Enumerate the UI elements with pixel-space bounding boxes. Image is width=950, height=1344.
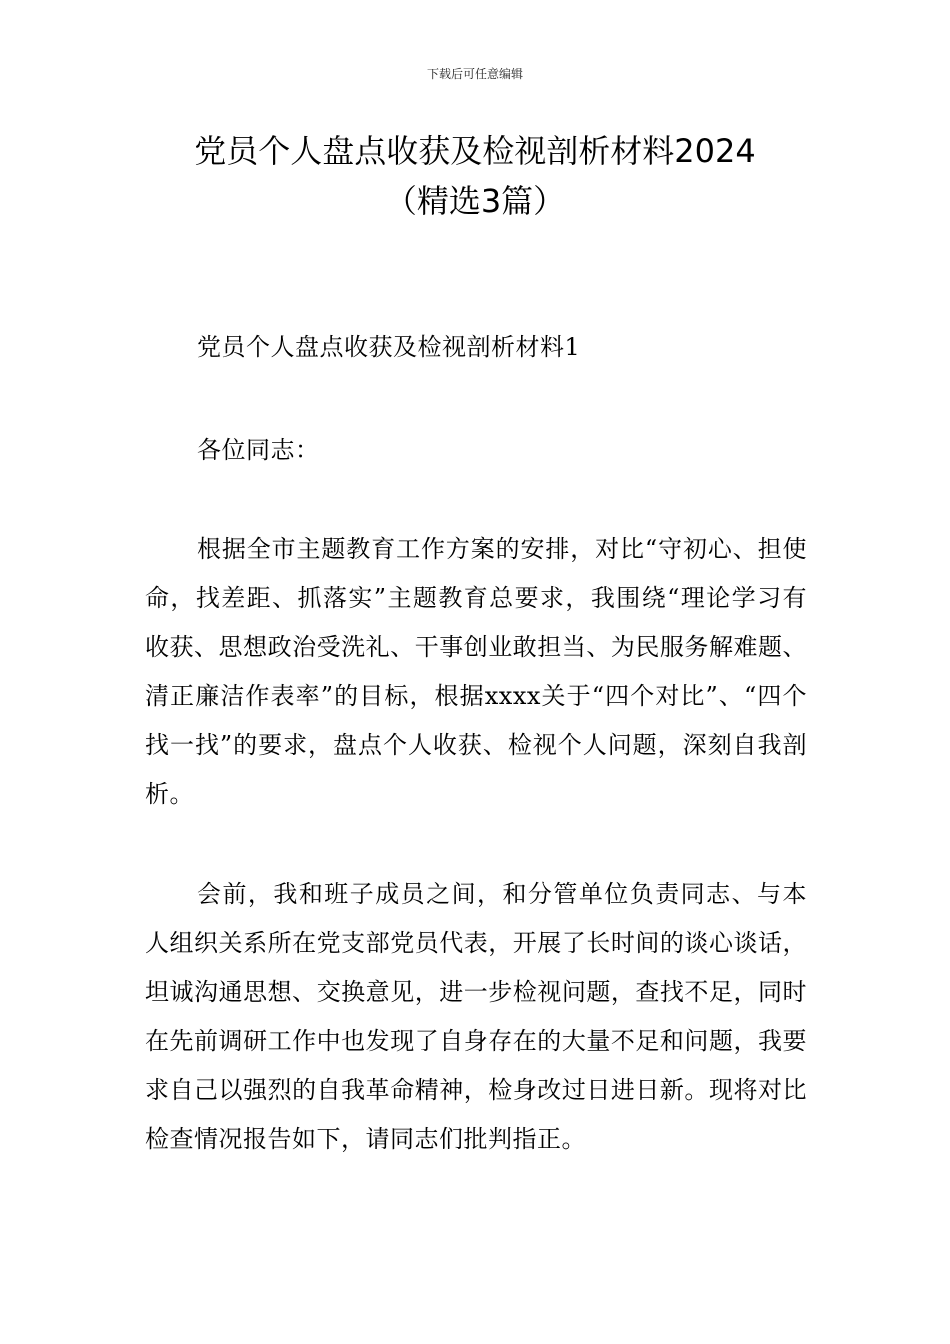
document-title-line-1: 党员个人盘点收获及检视剖析材料2024 (194, 132, 756, 170)
section-title: 党员个人盘点收获及检视剖析材料1 (197, 333, 581, 361)
paragraph-2: 会前，我和班子成员之间，和分管单位负责同志、与本人组织关系所在党支部党员代表，开展了长时间的谈心谈话，坦诚沟通思想、交换意见，进一步检视问题，查找不足，同时在先前调研工作中也发现了自身存在的大量不足和问题，我要求自己以强烈的自我革命精神，检身改过日进日新。现将对比检查情况报告如下，请同志们批判指正。 (145, 880, 807, 1153)
paragraph-1: 根据全市主题教育工作方案的安排，对比“守初心、担使命，找差距、抓落实”主题教育总要求，我围绕“理论学习有收获、思想政治受洗礼、干事创业敢担当、为民服务解难题、清正廉洁作表率”的目标，根据xxxx关于“四个对比”、“四个找一找”的要求，盘点个人收获、检视个人问题，深刻自我剖析。 (145, 535, 807, 808)
document-title-line-2: （精选3篇） (384, 182, 566, 220)
greeting: 各位同志： (197, 436, 320, 464)
header-note: 下载后可任意编辑 (426, 67, 523, 81)
